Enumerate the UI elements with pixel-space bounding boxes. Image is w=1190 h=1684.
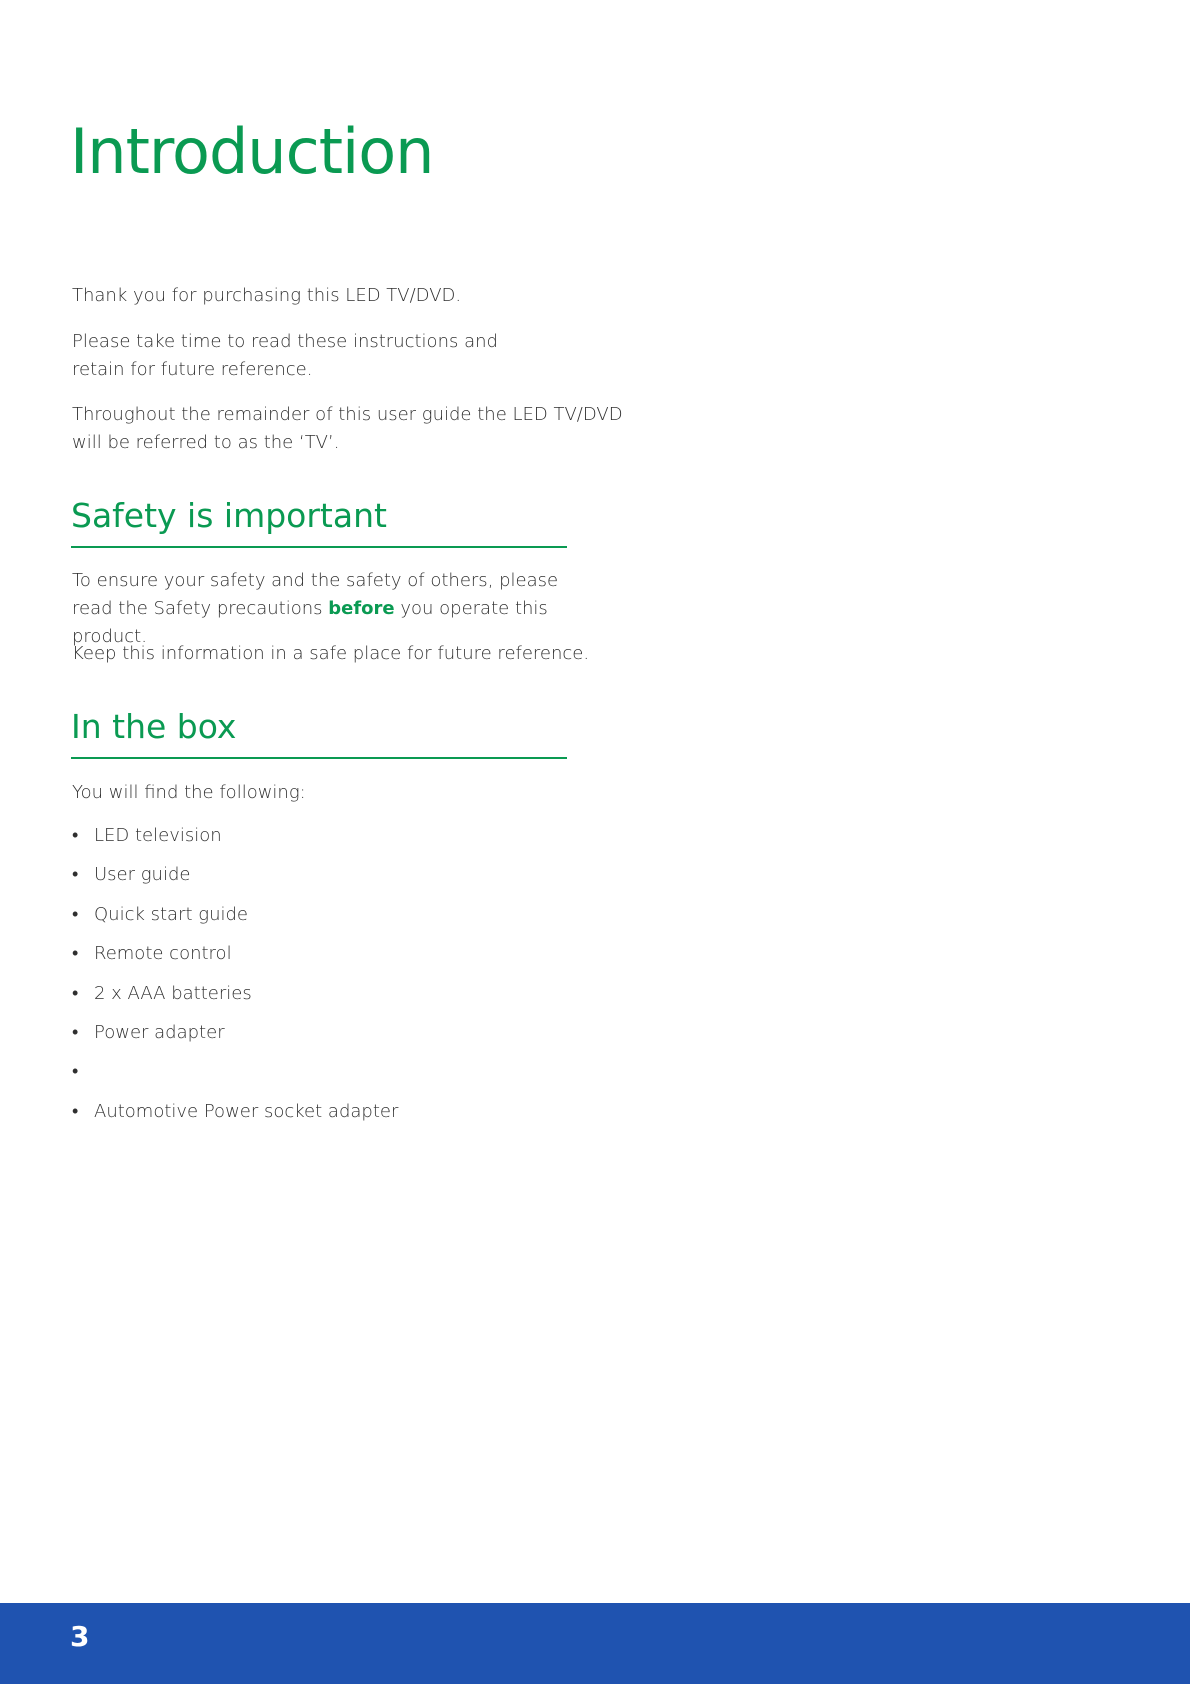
safety-heading: Safety is important [71, 498, 567, 548]
in-the-box-heading: In the box [71, 709, 567, 759]
page-title: Introduction [70, 115, 434, 188]
bullet-icon: • [72, 1100, 79, 1122]
list-item-text: Remote control [94, 943, 232, 965]
safety-keep-paragraph: Keep this information in a safe place for future reference. [72, 643, 590, 664]
page-number: 3 [70, 1620, 90, 1653]
list-item-text: User guide [94, 864, 191, 886]
bullet-icon: • [72, 943, 79, 965]
safety-emphasis-before: before [328, 598, 395, 619]
safety-text-before: To ensure your safety and the safety of others, please read the Safety precautions [72, 570, 559, 619]
bullet-icon: • [72, 1061, 79, 1083]
footer-bar [0, 1603, 1190, 1684]
bullet-icon: • [72, 825, 79, 846]
in-the-box-intro: You will find the following: [72, 782, 306, 803]
bullet-icon: • [72, 982, 79, 1004]
intro-paragraph-thanks: Thank you for purchasing this LED TV/DVD. [72, 285, 462, 306]
list-item-text: Power adapter [94, 1021, 225, 1043]
list-item-text: Automotive Power socket adapter [94, 1100, 399, 1122]
bullet-icon: • [72, 864, 79, 886]
list-item-text: LED television [94, 825, 222, 846]
list-item-text: 2 x AAA batteries [94, 982, 252, 1004]
safety-paragraph [72, 567, 572, 651]
intro-paragraph-referral: Throughout the remainder of this user guide the LED TV/DVD will be referred to as the ‘TV’. [72, 404, 623, 453]
bullet-icon: • [72, 903, 79, 925]
bullet-icon: • [72, 1021, 79, 1043]
list-item-text: Quick start guide [94, 903, 248, 925]
intro-paragraph-retain: Please take time to read these instructions and retain for future reference. [72, 331, 498, 380]
safety-text-after: you operate this product. [72, 598, 548, 647]
